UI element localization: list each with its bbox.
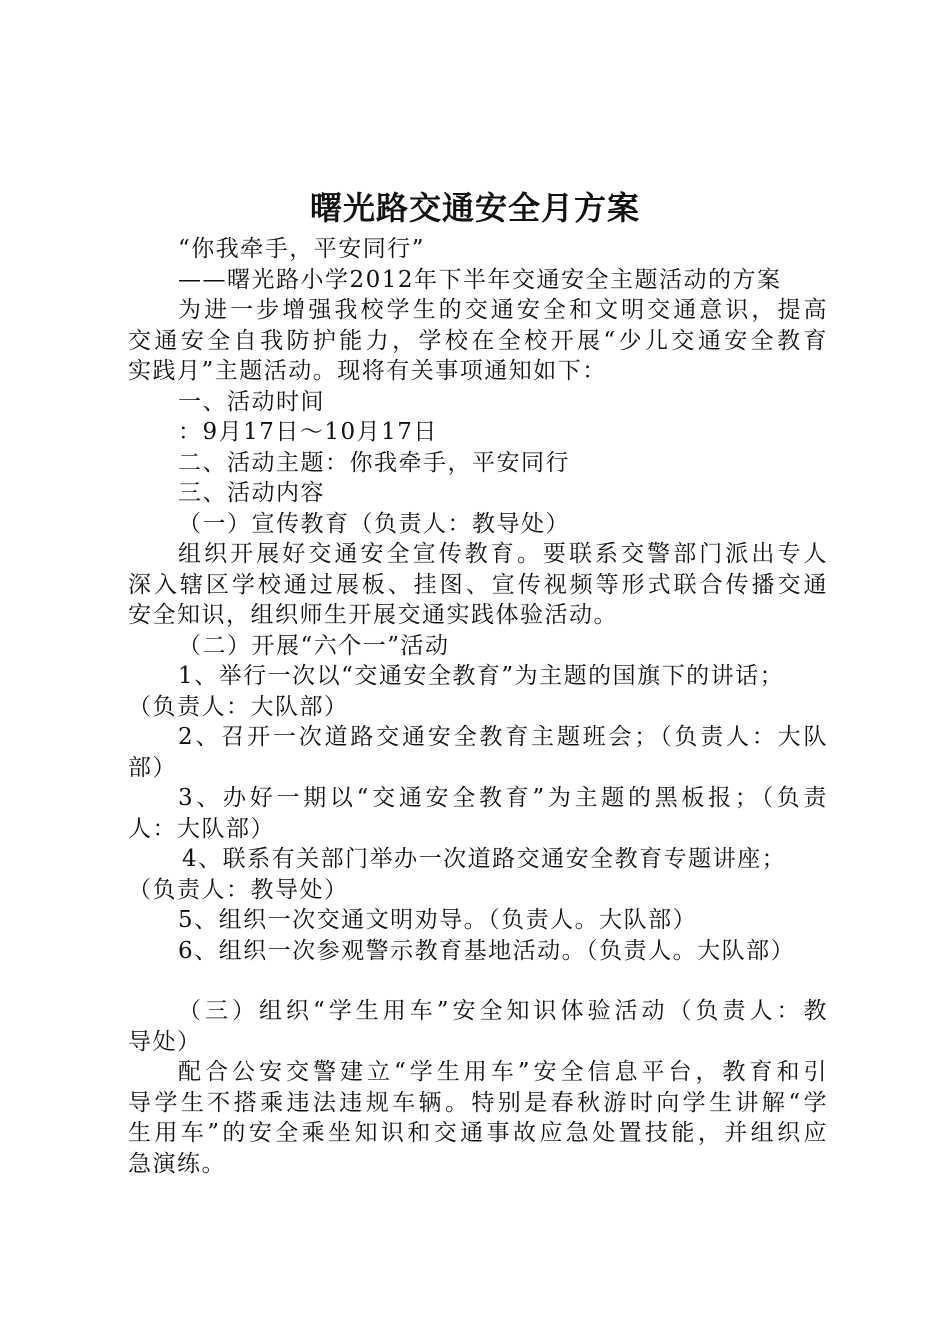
- subsection-heading-continued: 导处）: [128, 1028, 202, 1055]
- paragraph-line: 组织开展好交通安全宣传教育。要联系交警部门派出专人: [178, 541, 828, 567]
- paragraph-line: 导学生不搭乘违法违规车辆。特别是春秋游时向学生讲解“学: [128, 1089, 828, 1116]
- section-heading-content: 三、活动内容: [178, 480, 325, 506]
- section-heading-time: 一、活动时间: [178, 388, 325, 415]
- section-heading-theme: 二、活动主题：你我牵手，平安同行: [178, 449, 570, 476]
- list-item: 2、召开一次道路交通安全教育主题班会；（负责人：大队: [178, 724, 828, 750]
- subtitle: ——曙光路小学2012年下半年交通安全主题活动的方案: [178, 266, 782, 293]
- paragraph-line: 安全知识，组织师生开展交通实践体验活动。: [128, 602, 618, 628]
- intro-line: 实践月”主题活动。现将有关事项通知如下：: [128, 358, 607, 384]
- list-item-continued: （负责人：教导处）: [128, 876, 349, 903]
- list-item: 5、组织一次交通文明劝导。（负责人。大队部）: [178, 907, 698, 933]
- document-title: 曙光路交通安全月方案: [309, 189, 640, 227]
- paragraph-line: 急演练。: [128, 1150, 226, 1177]
- intro-line: 为进一步增强我校学生的交通安全和文明交通意识，提高: [178, 297, 828, 323]
- paragraph-line: 生用车”的安全乘坐知识和交通事故应急处置技能，并组织应: [128, 1120, 828, 1146]
- list-item-continued: 部）: [128, 754, 177, 781]
- subsection-heading-student-vehicle: （三）组织“学生用车”安全知识体验活动（负责人：教: [178, 998, 828, 1024]
- paragraph-line: 配合公安交警建立“学生用车”安全信息平台，教育和引: [178, 1059, 828, 1085]
- list-item-continued: （负责人：大队部）: [128, 693, 349, 720]
- list-item: 3、办好一期以“交通安全教育”为主题的黑板报；（负责: [178, 785, 828, 811]
- intro-line: 交通安全自我防护能力，学校在全校开展“少儿交通安全教育: [128, 327, 828, 354]
- list-item: 4、联系有关部门举办一次道路交通安全教育专题讲座；: [182, 846, 787, 872]
- list-item: 1、举行一次以“交通安全教育”为主题的国旗下的讲话；: [178, 663, 785, 689]
- document-body: [128, 234, 828, 1179]
- blank-line: [128, 966, 828, 996]
- subsection-heading-publicity: （一）宣传教育（负责人：教导处）: [178, 510, 570, 537]
- section-time-value: ：9月17日～10月17日: [178, 419, 438, 445]
- paragraph-line: 深入辖区学校通过展板、挂图、宣传视频等形式联合传播交通: [128, 571, 828, 598]
- subsection-heading-six-ones: （二）开展“六个一”活动: [178, 632, 450, 659]
- list-item-continued: 人：大队部）: [128, 815, 275, 842]
- slogan: “你我牵手，平安同行”: [178, 236, 426, 262]
- list-item: 6、组织一次参观警示教育基地活动。（负责人。大队部）: [178, 937, 796, 964]
